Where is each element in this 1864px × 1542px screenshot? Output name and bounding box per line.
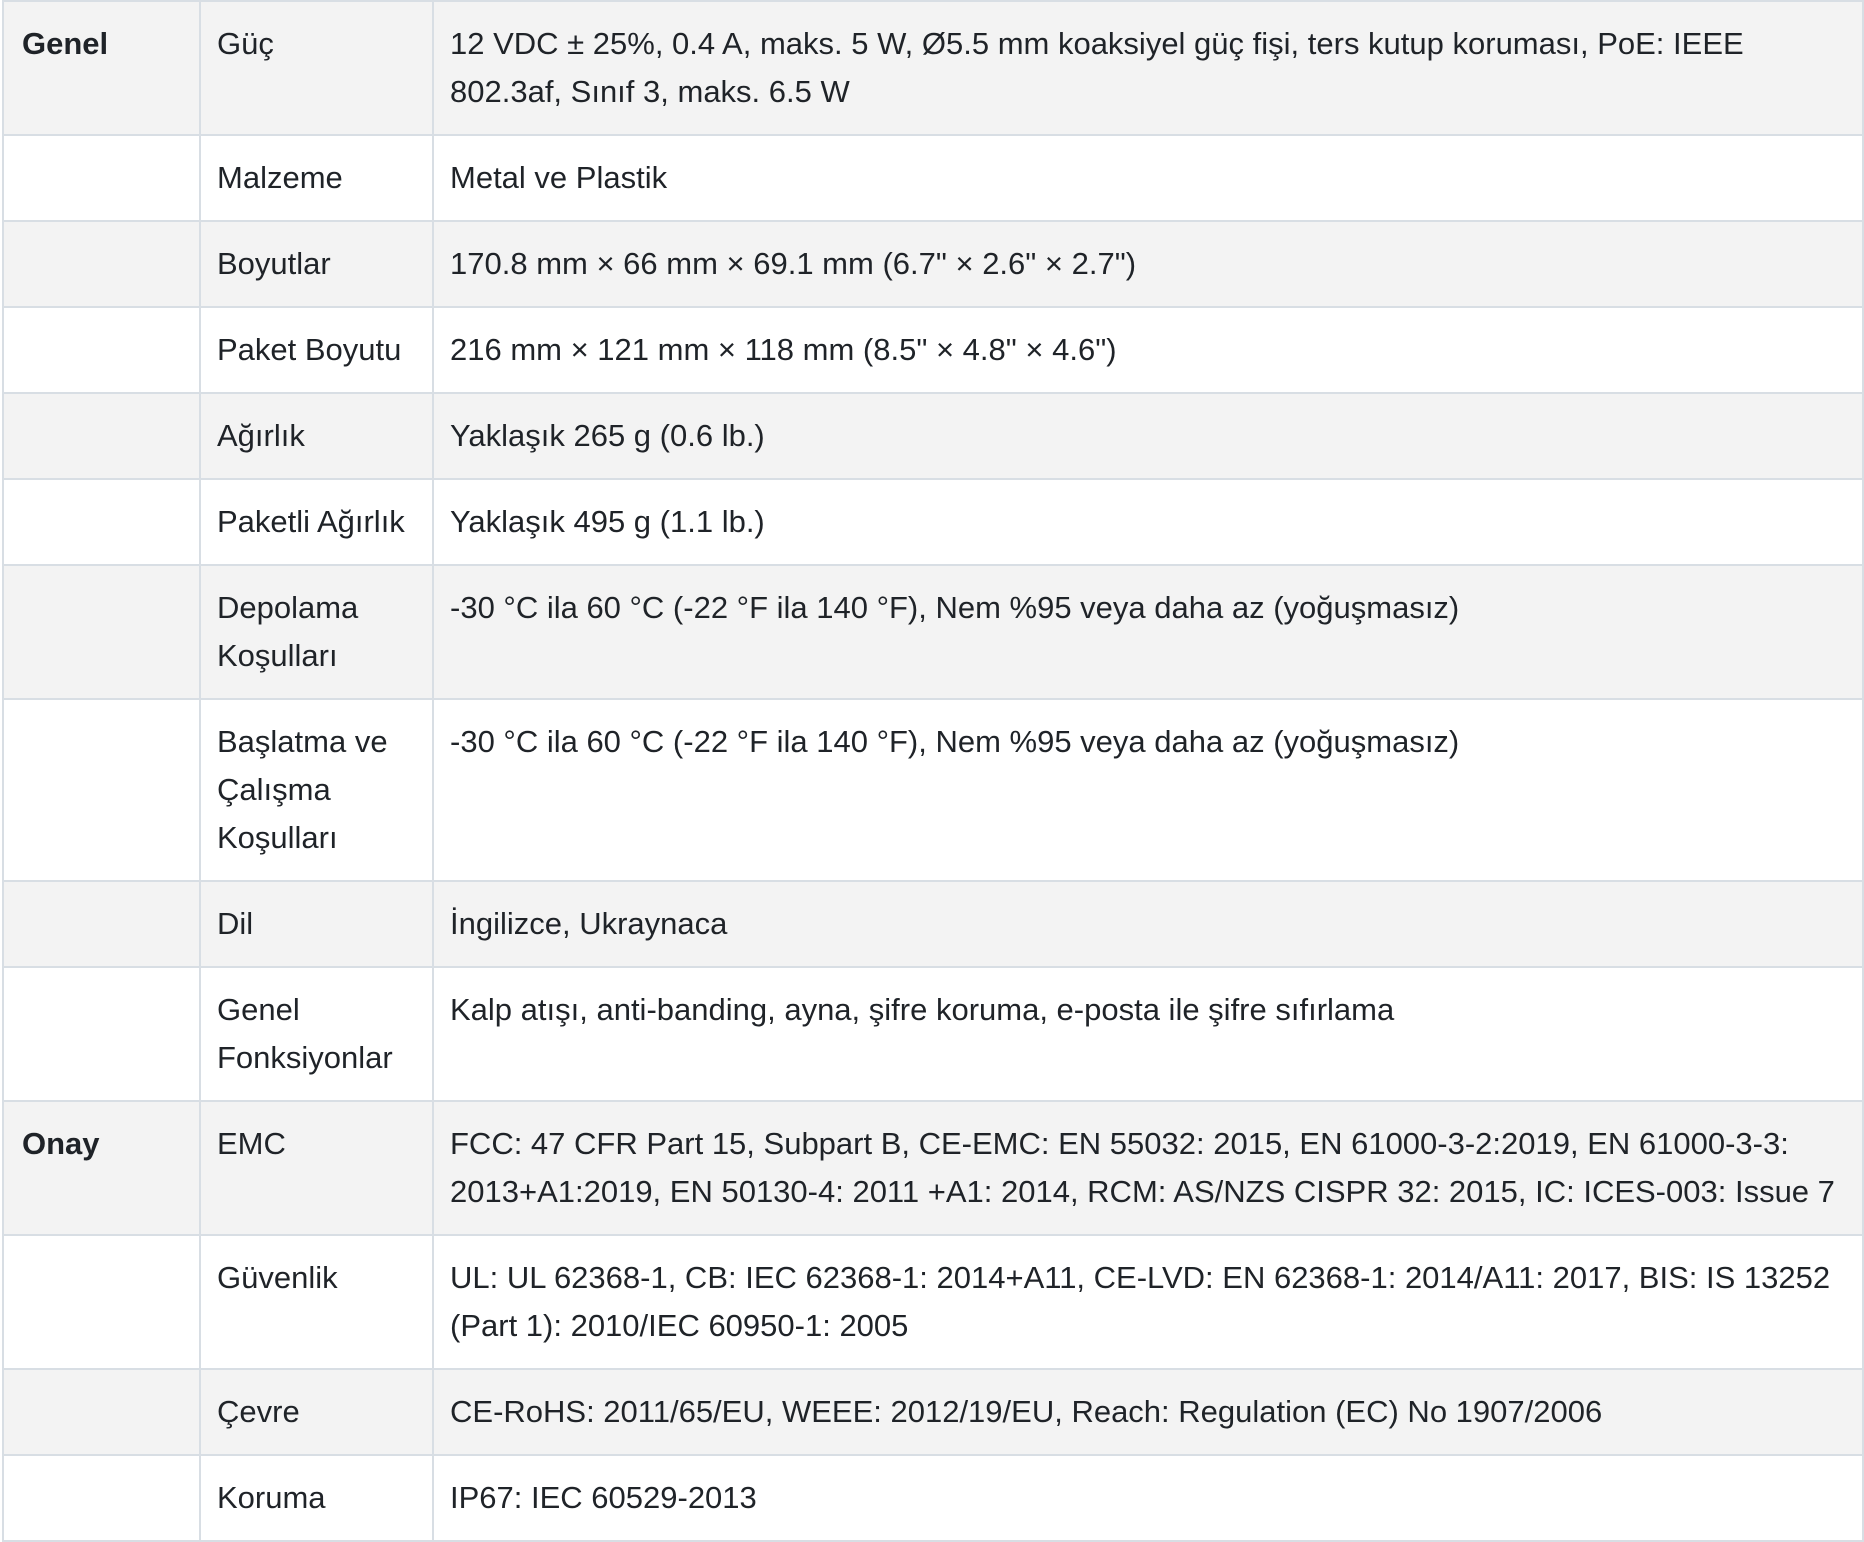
value-cell: Kalp atışı, anti-banding, ayna, şifre koruma, e-posta ile şifre sıfırlama	[433, 967, 1863, 1101]
label-cell: Dil	[200, 881, 433, 967]
value-cell: FCC: 47 CFR Part 15, Subpart B, CE-EMC: EN 55032: 2015, EN 61000-3-2:2019, EN 61000-3-3: 2013+A1:2019, EN 50130-4: 2011 +A1: 2014, RCM: AS/NZS CISPR 32: 2015, IC: ICES-003: Issue 7	[433, 1101, 1863, 1235]
label-cell: Paket Boyutu	[200, 307, 433, 393]
value-cell: -30 °C ila 60 °C (-22 °F ila 140 °F), Nem %95 veya daha az (yoğuşmasız)	[433, 699, 1863, 881]
value-cell: 12 VDC ± 25%, 0.4 A, maks. 5 W, Ø5.5 mm koaksiyel güç fişi, ters kutup koruması, PoE: IEEE 802.3af, Sınıf 3, maks. 6.5 W	[433, 1, 1863, 135]
label-cell: Başlatma ve Çalışma Koşulları	[200, 699, 433, 881]
table-row	[3, 967, 1863, 1101]
label-cell: Güç	[200, 1, 433, 135]
label-cell: Çevre	[200, 1369, 433, 1455]
group-cell	[3, 221, 200, 307]
group-cell	[3, 881, 200, 967]
table-row	[3, 307, 1863, 393]
group-cell	[3, 1455, 200, 1541]
group-cell: Genel	[3, 1, 200, 135]
group-cell	[3, 699, 200, 881]
label-cell: Güvenlik	[200, 1235, 433, 1369]
table-row	[3, 1101, 1863, 1235]
label-cell: Depolama Koşulları	[200, 565, 433, 699]
table-row	[3, 479, 1863, 565]
value-cell: UL: UL 62368-1, CB: IEC 62368-1: 2014+A11, CE-LVD: EN 62368-1: 2014/A11: 2017, BIS: IS 13252 (Part 1): 2010/IEC 60950-1: 2005	[433, 1235, 1863, 1369]
spec-table	[2, 0, 1864, 1542]
value-cell: Yaklaşık 265 g (0.6 lb.)	[433, 393, 1863, 479]
table-row	[3, 221, 1863, 307]
value-cell: Metal ve Plastik	[433, 135, 1863, 221]
group-cell	[3, 479, 200, 565]
group-cell	[3, 307, 200, 393]
group-cell	[3, 565, 200, 699]
label-cell: EMC	[200, 1101, 433, 1235]
label-cell: Ağırlık	[200, 393, 433, 479]
table-row	[3, 1455, 1863, 1541]
group-cell	[3, 967, 200, 1101]
value-cell: IP67: IEC 60529-2013	[433, 1455, 1863, 1541]
table-row	[3, 1, 1863, 135]
table-row	[3, 881, 1863, 967]
label-cell: Paketli Ağırlık	[200, 479, 433, 565]
group-cell	[3, 393, 200, 479]
value-cell: Yaklaşık 495 g (1.1 lb.)	[433, 479, 1863, 565]
table-row	[3, 699, 1863, 881]
value-cell: 170.8 mm × 66 mm × 69.1 mm (6.7" × 2.6" × 2.7")	[433, 221, 1863, 307]
table-row	[3, 565, 1863, 699]
value-cell: CE-RoHS: 2011/65/EU, WEEE: 2012/19/EU, Reach: Regulation (EC) No 1907/2006	[433, 1369, 1863, 1455]
group-cell	[3, 1235, 200, 1369]
table-row	[3, 135, 1863, 221]
value-cell: -30 °C ila 60 °C (-22 °F ila 140 °F), Nem %95 veya daha az (yoğuşmasız)	[433, 565, 1863, 699]
label-cell: Malzeme	[200, 135, 433, 221]
label-cell: Koruma	[200, 1455, 433, 1541]
label-cell: Genel Fonksiyonlar	[200, 967, 433, 1101]
label-cell: Boyutlar	[200, 221, 433, 307]
group-cell	[3, 135, 200, 221]
group-cell	[3, 1369, 200, 1455]
table-row	[3, 393, 1863, 479]
table-row	[3, 1369, 1863, 1455]
value-cell: İngilizce, Ukraynaca	[433, 881, 1863, 967]
value-cell: 216 mm × 121 mm × 118 mm (8.5" × 4.8" × 4.6")	[433, 307, 1863, 393]
group-cell: Onay	[3, 1101, 200, 1235]
table-row	[3, 1235, 1863, 1369]
